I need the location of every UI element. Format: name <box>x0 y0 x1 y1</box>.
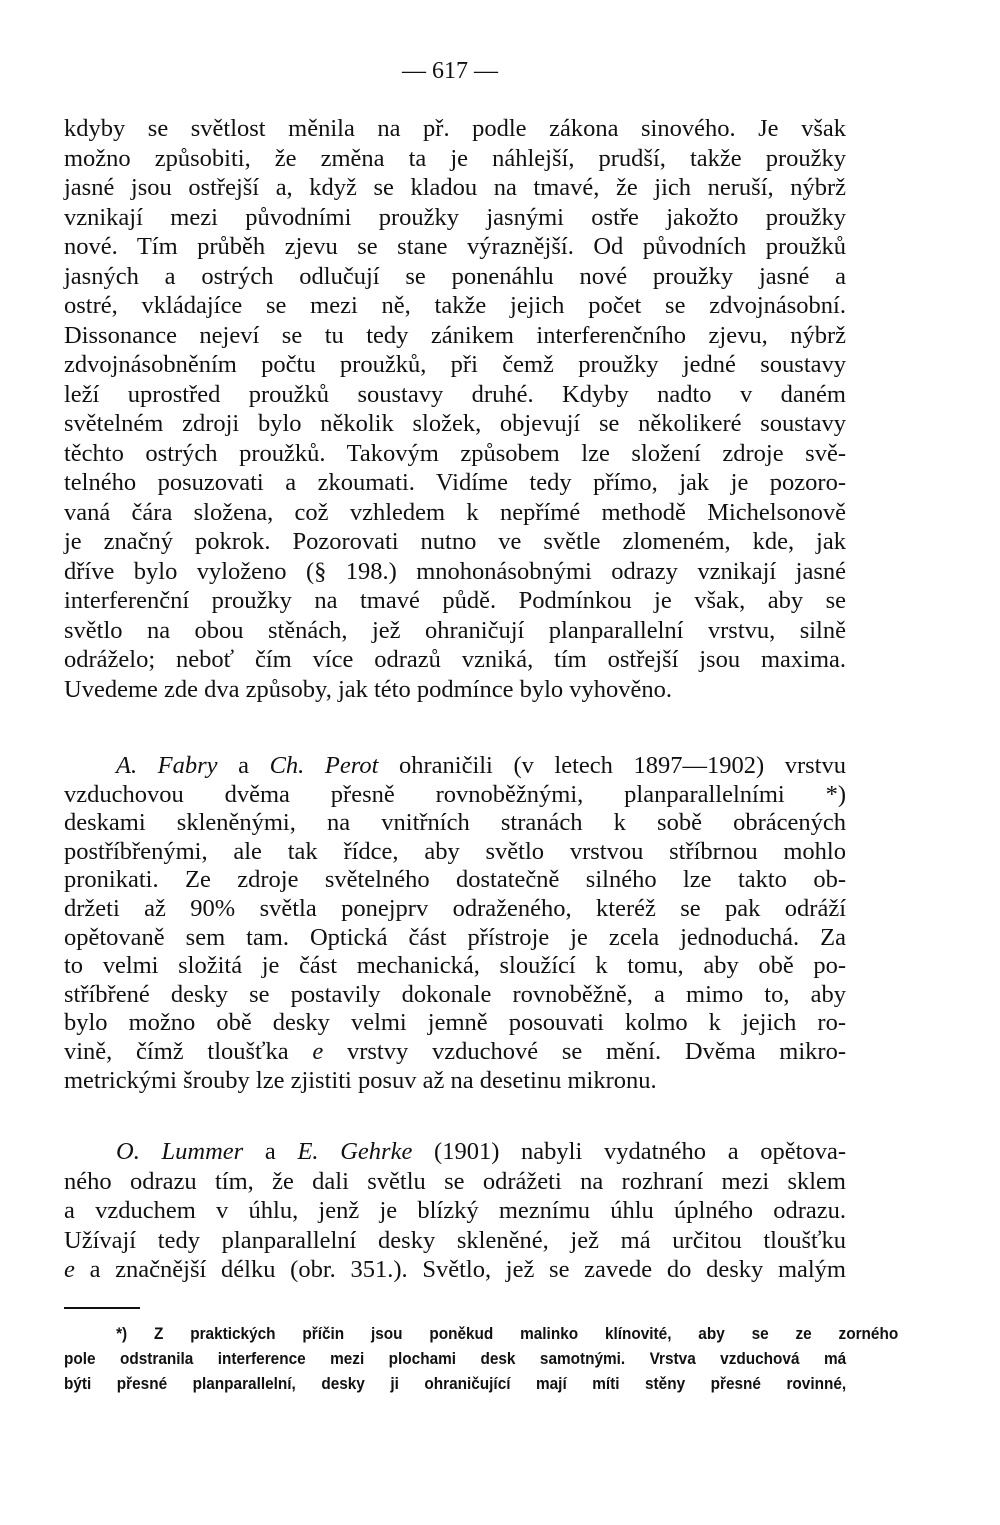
text-segment: nové. Tím průběh zjevu se stane výraznější. Od původních proužků <box>64 233 846 260</box>
text-segment: zdvojnásobněním počtu proužků, při čemž proužky jedné soustavy <box>64 351 846 378</box>
text-line <box>64 924 846 953</box>
text-line <box>64 291 846 321</box>
text-segment: odráželo; neboť čím více odrazů vzniká, tím ostřejší jsou maxima. <box>64 646 846 673</box>
text-segment: (1901) nabyli vydatného a opětova- <box>412 1138 846 1165</box>
paragraph-1 <box>64 114 846 704</box>
text-segment: interferenční proužky na tmavé půdě. Podmínkou je však, aby se <box>64 587 846 614</box>
text-segment: opětovaně sem tam. Optická část přístroje je zcela jednoduchá. Za <box>64 923 846 951</box>
text-line <box>64 1196 846 1226</box>
text-segment: deskami skleněnými, na vnitřních stranách k sobě obrácených <box>64 809 846 837</box>
text-segment: ostré, vkládajíce se mezi ně, takže jejich počet se zdvojnásobní. <box>64 292 846 319</box>
text-segment: a značnější délku (obr. 351.). Světlo, jež se zavede do desky malým <box>74 1256 846 1283</box>
text-line <box>64 144 846 174</box>
text-segment: to velmi složitá je část mechanická, sloužící k tomu, aby obě po- <box>64 952 846 980</box>
text-segment: a <box>217 752 270 779</box>
text-line <box>64 557 846 587</box>
text-segment: možno způsobiti, že změna ta je náhlejší, prudší, takže proužky <box>64 144 846 172</box>
text-line <box>64 380 846 410</box>
text-line <box>64 439 846 469</box>
text-line <box>64 952 846 981</box>
text-segment: býti přesné planparallelní, desky ji ohraničující mají míti stěny přesné rovinné, <box>64 1375 847 1393</box>
text-segment: jasných a ostrých odlučují se ponenáhlu nové proužky jasné a <box>64 262 846 290</box>
text-line <box>64 781 846 810</box>
text-segment: těchto ostrých proužků. Takovým způsobem lze složení zdroje svě- <box>64 439 846 467</box>
text-line <box>64 895 846 924</box>
text-line <box>64 1255 846 1285</box>
text-segment: vznikají mezi původními proužky jasnými ostře jakožto proužky <box>64 203 846 231</box>
footnote-divider <box>64 1307 140 1309</box>
italic-text: E. Gehrke <box>297 1138 413 1165</box>
text-segment: stříbřené desky se postavily dokonale rovnoběžně, a mimo to, aby <box>64 980 846 1008</box>
text-segment: kdyby se světlost měnila na př. podle zákona sinového. Je však <box>64 115 846 142</box>
text-line <box>64 981 846 1010</box>
footnote <box>64 1322 899 1397</box>
italic-text: Ch. Perot <box>269 752 379 779</box>
paragraph-lummer-gehrke <box>64 1137 846 1285</box>
text-segment: Užívají tedy planparallelní desky skleněné, jež má určitou tloušťku <box>64 1226 846 1254</box>
text-line <box>64 1009 846 1038</box>
paragraph-fabry-perot <box>64 752 846 1095</box>
text-segment: pole odstranila interference mezi plochami desk samotnými. Vrstva vzduchová má <box>64 1350 847 1368</box>
text-segment: vaná čára složena, což vzhledem k nepřímé methodě Michelsonově <box>64 498 846 526</box>
text-segment: vzduchovou dvěma přesně rovnoběžnými, planparallelními *) <box>64 780 846 808</box>
text-line <box>64 468 846 498</box>
text-line <box>64 838 846 867</box>
text-segment: leží uprostřed proužků soustavy druhé. Kdyby nadto v daném <box>64 380 846 408</box>
italic-text: A. Fabry <box>116 752 218 779</box>
text-line <box>64 1347 846 1372</box>
text-segment: metrickými šrouby lze zjistiti posuv až na desetinu mikronu. <box>64 1066 657 1094</box>
text-segment: *) Z praktických příčin jsou poněkud malinko klínovité, aby se ze zorného <box>116 1325 899 1343</box>
text-segment: Uvedeme zde dva způsoby, jak této podmínce bylo vyhověno. <box>64 675 673 703</box>
text-line <box>64 866 846 895</box>
text-segment: světlo na obou stěnách, jež ohraničují planparallelní vrstvu, silně <box>64 616 846 644</box>
text-segment: vině, čímž tloušťka <box>64 1037 313 1065</box>
text-segment: vrstvy vzduchové se mění. Dvěma mikro- <box>323 1037 846 1065</box>
text-segment: a <box>243 1138 298 1165</box>
text-line <box>64 1322 898 1347</box>
text-line <box>64 232 846 262</box>
text-line <box>64 675 846 705</box>
text-line <box>64 1137 846 1167</box>
text-segment: Dissonance nejeví se tu tedy zánikem interferenčního zjevu, nýbrž <box>64 321 846 349</box>
text-line <box>64 527 846 557</box>
text-line <box>64 586 846 616</box>
text-line <box>64 203 846 233</box>
text-segment: je značný pokrok. Pozorovati nutno ve světle zlomeném, kde, jak <box>64 528 846 555</box>
text-segment: pronikati. Ze zdroje světelného dostatečně silného lze takto ob- <box>64 866 846 894</box>
italic-text: O. Lummer <box>116 1138 244 1165</box>
text-line <box>64 1372 846 1397</box>
text-segment: ného odrazu tím, že dali světlu se odrážeti na rozhraní mezi sklem <box>64 1167 846 1195</box>
text-line <box>64 321 846 351</box>
text-segment: držeti až 90% světla ponejprv odraženého, kteréž se pak odráží <box>64 894 846 922</box>
text-line <box>64 616 846 646</box>
text-line <box>64 1226 846 1256</box>
text-line <box>64 114 846 144</box>
text-line <box>64 350 846 380</box>
text-line <box>64 409 846 439</box>
text-line <box>64 645 846 675</box>
text-line <box>64 1167 846 1197</box>
text-line <box>64 1067 846 1096</box>
text-line <box>64 1038 846 1067</box>
page-number: — 617 — <box>402 58 498 84</box>
italic-text: e <box>312 1037 324 1065</box>
text-segment: a vzduchem v úhlu, jenž je blízký meznímu úhlu úplného odrazu. <box>64 1197 846 1224</box>
text-segment: ohraničili (v letech 1897—1902) vrstvu <box>378 752 846 779</box>
text-segment: bylo možno obě desky velmi jemně posouvati kolmo k jejich ro- <box>64 1009 846 1037</box>
text-line <box>64 262 846 292</box>
text-segment: jasné jsou ostřejší a, když se kladou na tmavé, že jich neruší, nýbrž <box>64 174 846 201</box>
text-segment: postříbřenými, ale tak řídce, aby světlo vrstvou stříbrnou mohlo <box>64 837 846 865</box>
text-line <box>64 173 846 203</box>
text-segment: dříve bylo vyloženo (§ 198.) mnohonásobnými odrazy vznikají jasné <box>64 557 846 585</box>
italic-text: e <box>64 1256 75 1283</box>
text-line <box>64 498 846 528</box>
text-segment: telného posuzovati a zkoumati. Vidíme tedy přímo, jak je pozoro- <box>64 469 846 496</box>
text-line <box>64 752 846 781</box>
text-line <box>64 809 846 838</box>
text-segment: světelném zdroji bylo několik složek, objevují se několikeré soustavy <box>64 410 846 437</box>
